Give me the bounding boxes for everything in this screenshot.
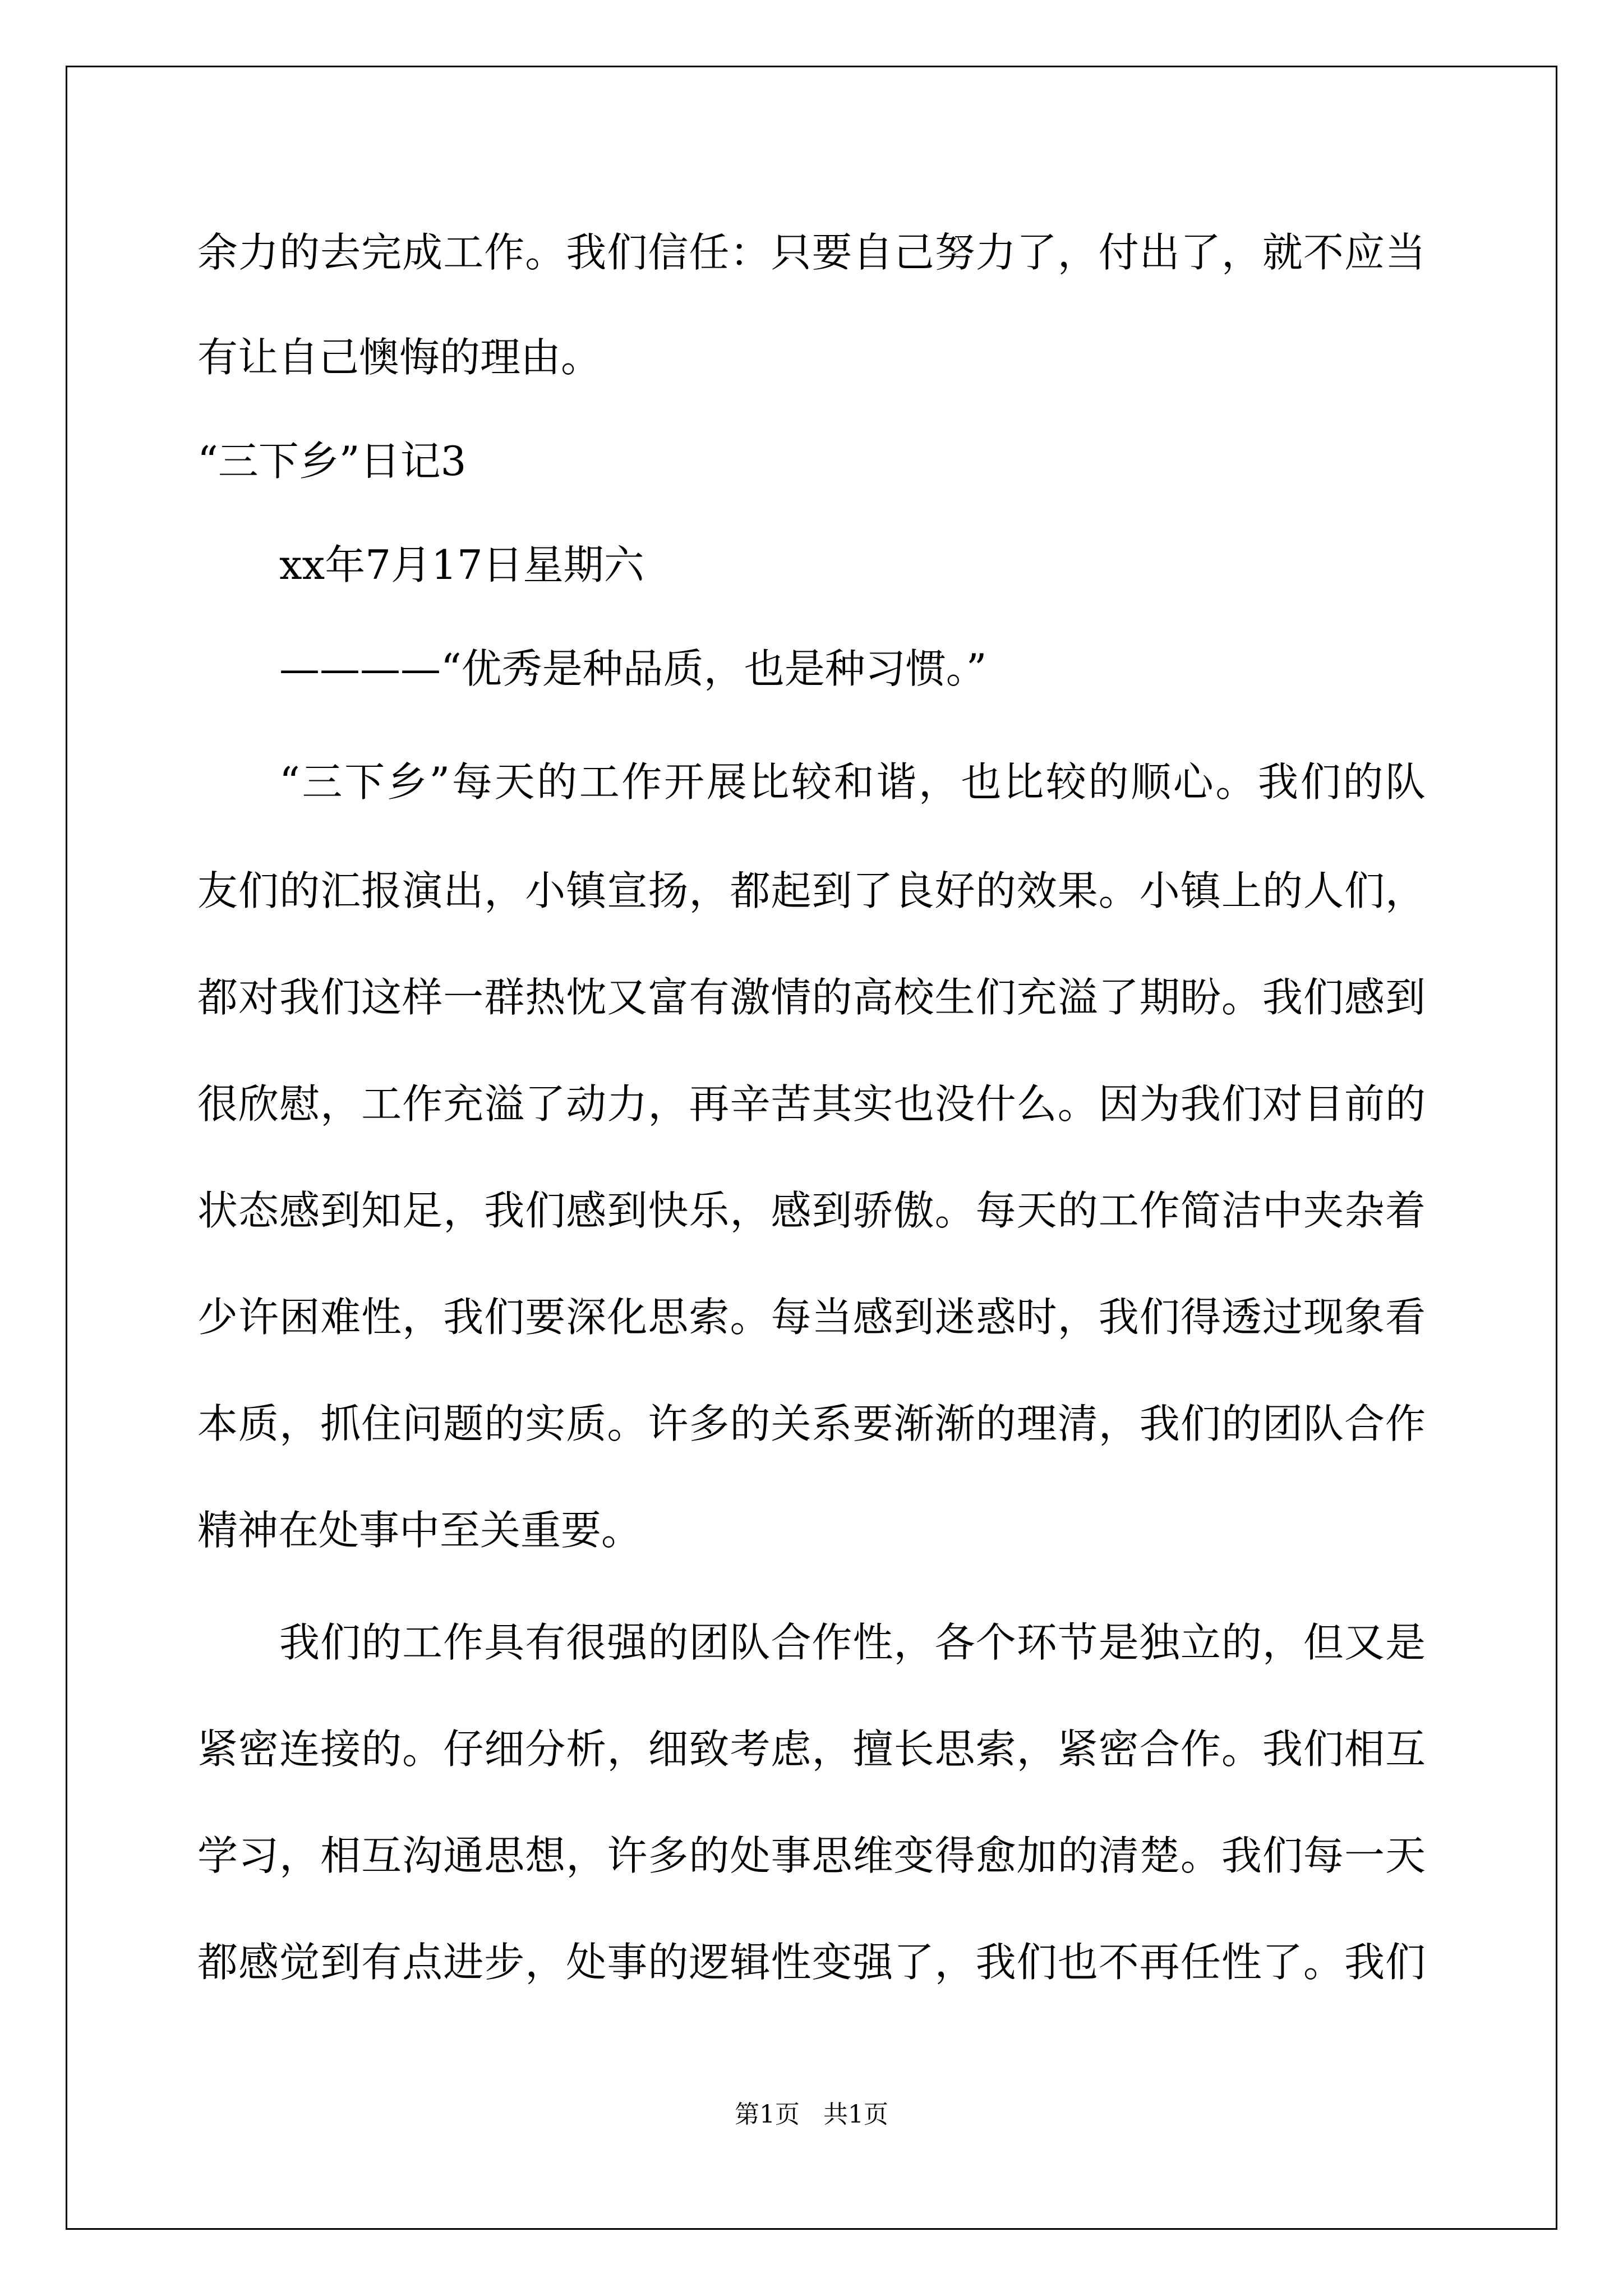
paragraph-line: 紧密连接的。仔细分析，细致考虑，擅长思索，紧密合作。我们相互 bbox=[197, 1726, 1426, 1773]
paragraph-line: 学习，相互沟通思想，许多的处事思维变得愈加的清楚。我们每一天 bbox=[197, 1832, 1426, 1879]
paragraph-line: 都感觉到有点进步，处事的逻辑性变强了，我们也不再任性了。我们 bbox=[197, 1939, 1426, 1986]
page-border bbox=[66, 66, 1557, 2230]
section-title: “三下乡”日记3 bbox=[197, 438, 467, 485]
paragraph-line: 本质，抓住问题的实质。许多的关系要渐渐的理清，我们的团队合作 bbox=[197, 1400, 1426, 1447]
diary-motto: ————“优秀是种品质，也是种习惯。” bbox=[279, 645, 987, 692]
page-footer: 第1页 共1页 bbox=[735, 2100, 888, 2129]
paragraph-line: 有让自己懊悔的理由。 bbox=[197, 334, 602, 381]
paragraph-line: 我们的工作具有很强的团队合作性，各个环节是独立的，但又是 bbox=[279, 1619, 1426, 1666]
paragraph-line: 精神在处事中至关重要。 bbox=[197, 1507, 642, 1554]
diary-date: xx年7月17日星期六 bbox=[279, 541, 644, 588]
paragraph-line: 余力的去完成工作。我们信任：只要自己努力了，付出了，就不应当 bbox=[197, 229, 1426, 276]
paragraph-line: 都对我们这样一群热忱又富有激情的高校生们充溢了期盼。我们感到 bbox=[197, 974, 1426, 1021]
paragraph-line: 很欣慰，工作充溢了动力，再辛苦其实也没什么。因为我们对目前的 bbox=[197, 1080, 1426, 1128]
paragraph-line: 状态感到知足，我们感到快乐，感到骄傲。每天的工作简洁中夹杂着 bbox=[197, 1187, 1426, 1234]
paragraph-line: 友们的汇报演出，小镇宣扬，都起到了良好的效果。小镇上的人们， bbox=[197, 867, 1426, 914]
paragraph-line: 少许困难性，我们要深化思索。每当感到迷惑时，我们得透过现象看 bbox=[197, 1294, 1426, 1341]
paragraph-line: “三下乡”每天的工作开展比较和谐，也比较的顺心。我们的队 bbox=[279, 758, 1426, 806]
